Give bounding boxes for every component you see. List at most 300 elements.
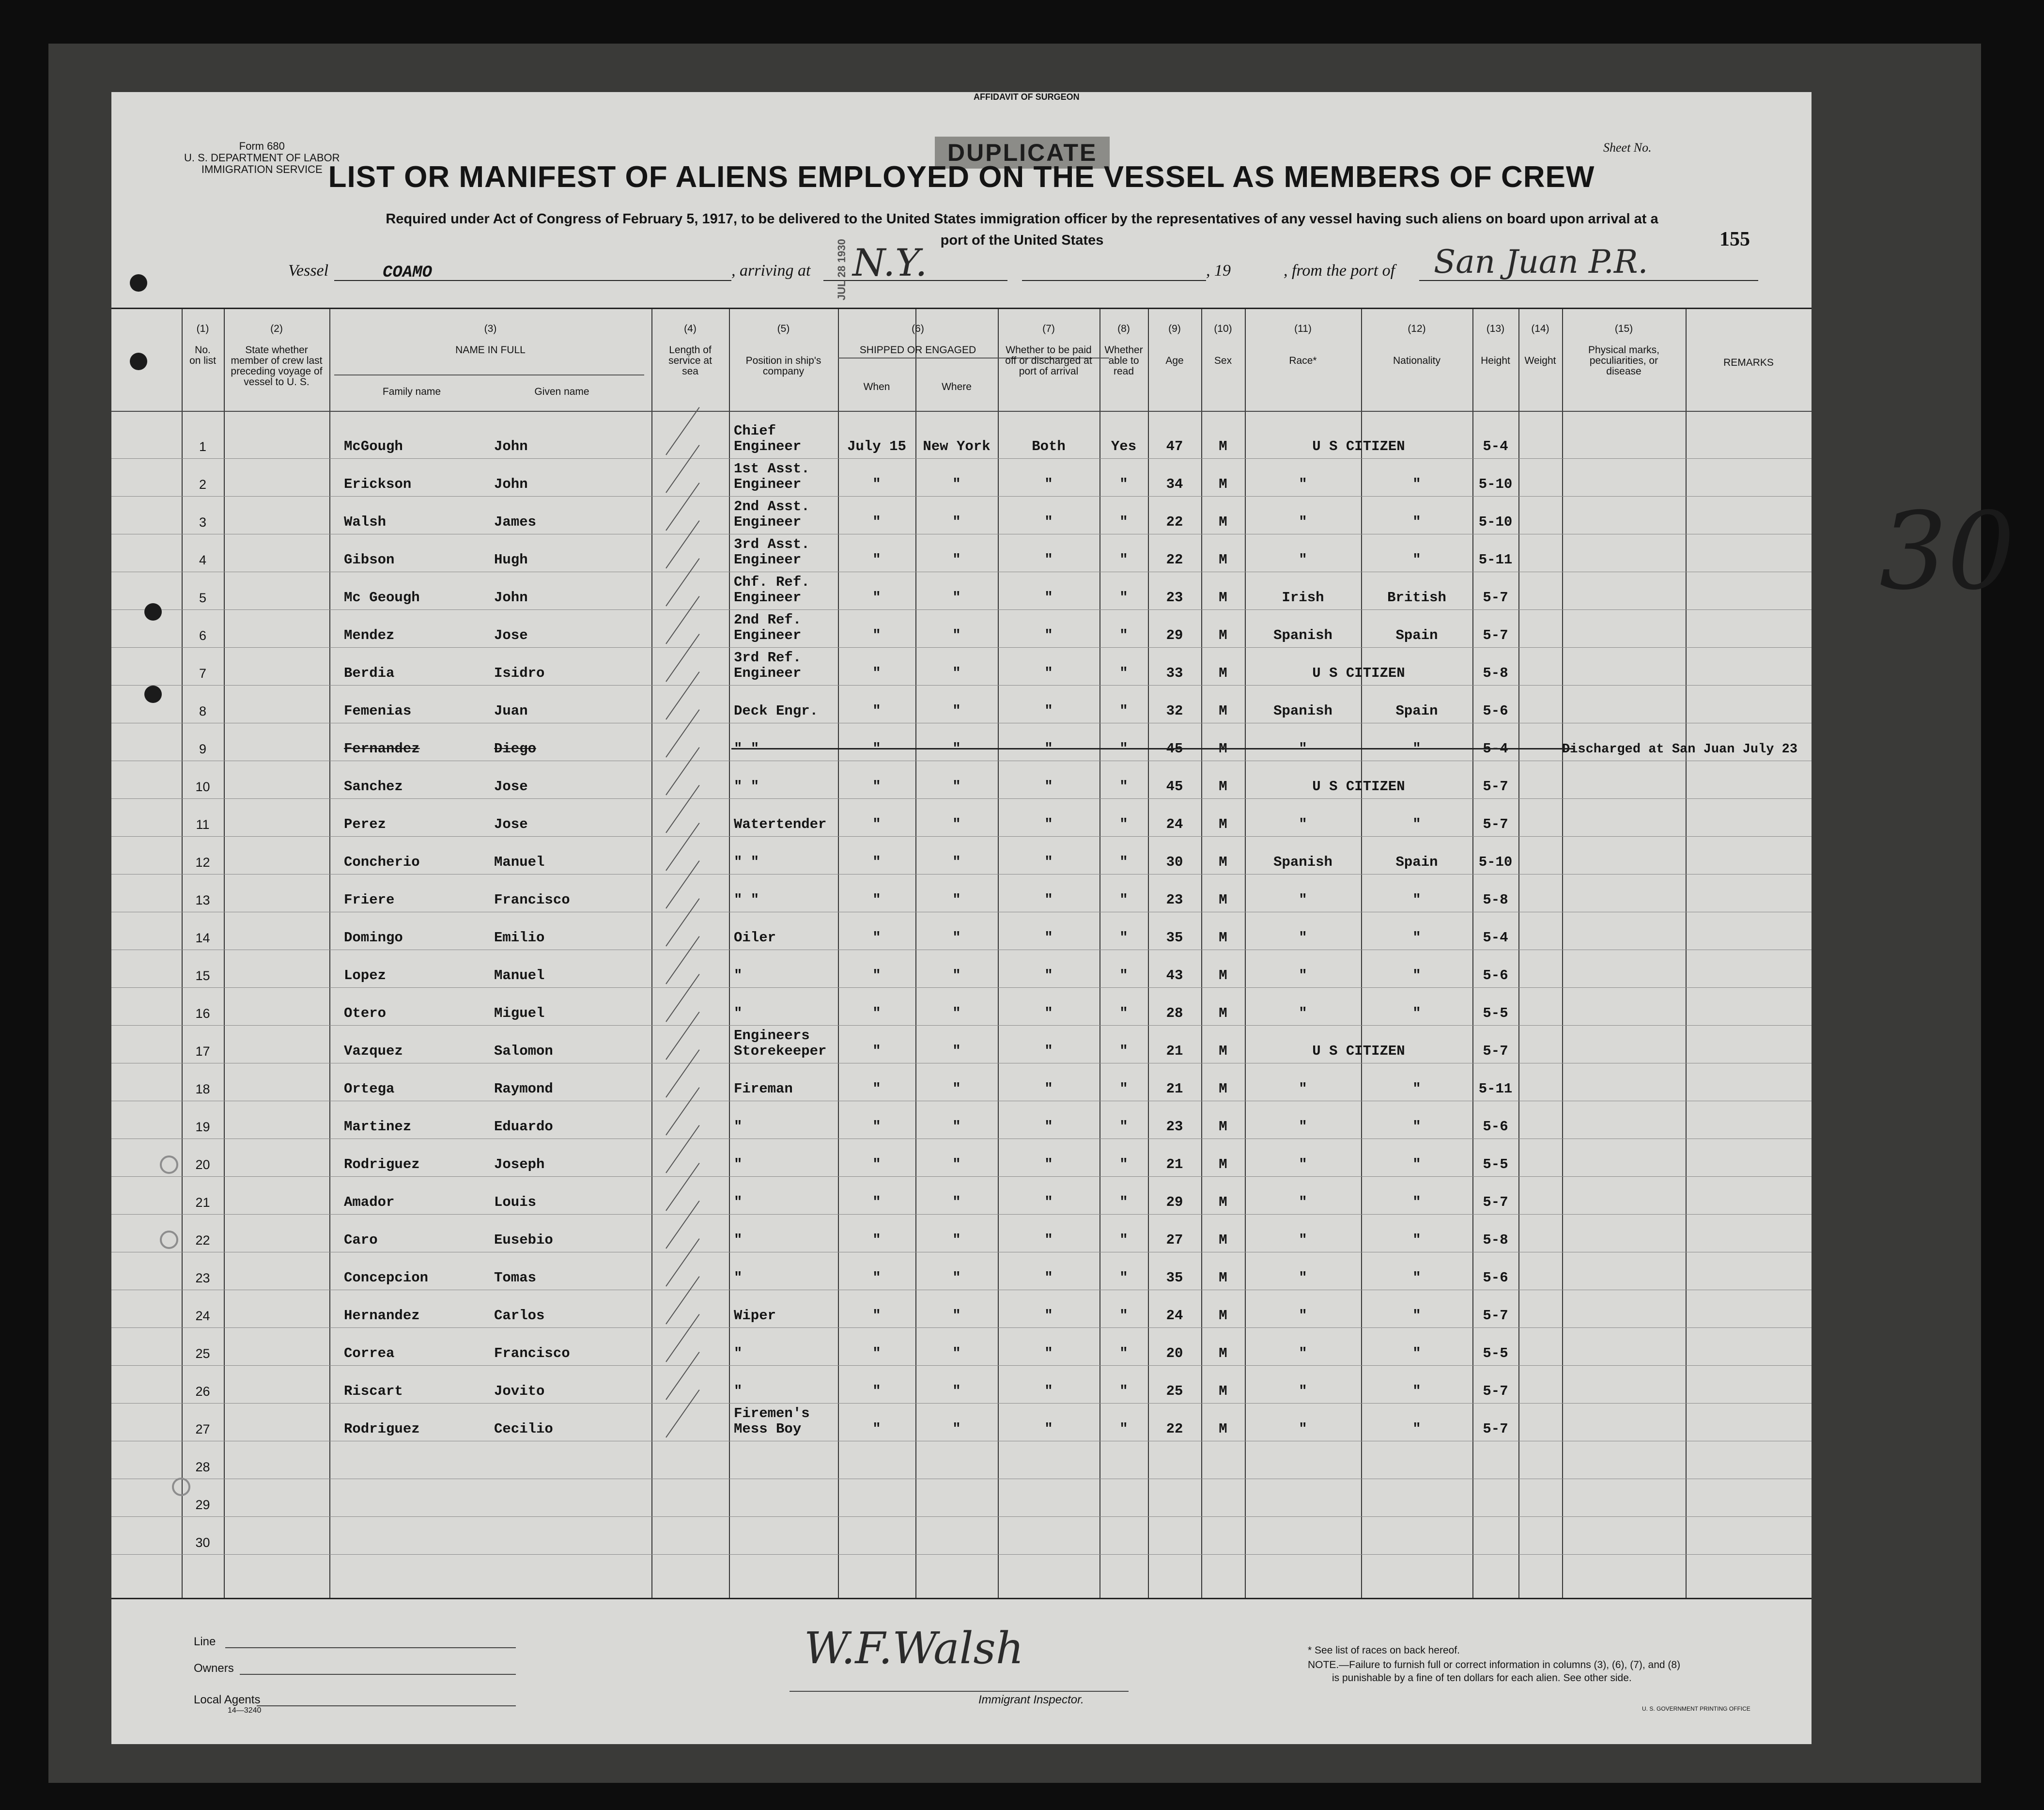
cell-no: 11 — [196, 817, 210, 832]
cell-read: " — [1119, 816, 1128, 832]
table-row — [111, 950, 1812, 988]
cell-when: " — [872, 741, 881, 757]
cell-height: 5-8 — [1483, 1232, 1508, 1248]
cell-where: " — [952, 1421, 961, 1437]
cell-sex: M — [1219, 1005, 1227, 1021]
cell-nat: " — [1412, 514, 1421, 530]
table-row — [111, 723, 1812, 761]
table-row — [111, 647, 1812, 686]
cell-sex: M — [1219, 967, 1227, 983]
cell-given: Salomon — [494, 1043, 553, 1059]
cell-no: 8 — [199, 704, 207, 718]
cell-nat: " — [1412, 1270, 1421, 1286]
col3-given-header: Given name — [534, 386, 589, 397]
cell-nat: British — [1387, 590, 1446, 606]
date-stamp: JUL 28 1930 — [836, 239, 848, 300]
cell-age: 22 — [1166, 1421, 1183, 1437]
cell-where: " — [952, 703, 961, 719]
cell-age: 25 — [1166, 1383, 1183, 1399]
cell-read: Yes — [1111, 438, 1137, 454]
cell-where: " — [952, 854, 961, 870]
cell-sex: M — [1219, 1345, 1227, 1361]
cell-read: " — [1119, 514, 1128, 530]
cell-position-line1: Chf. Ref. — [734, 574, 810, 590]
table-row — [111, 912, 1812, 950]
cell-age: 27 — [1166, 1232, 1183, 1248]
cell-age: 23 — [1166, 590, 1183, 606]
cell-when: " — [872, 1005, 881, 1021]
cell-read: " — [1119, 930, 1128, 946]
col12-header — [1361, 324, 1472, 366]
table-row — [111, 609, 1812, 648]
col5-header — [729, 324, 838, 377]
cell-given: Francisco — [494, 892, 570, 908]
cell-height: 5-4 — [1483, 741, 1508, 757]
remarks-header: REMARKS — [1723, 357, 1774, 368]
table-row — [111, 1403, 1812, 1441]
cell-read: " — [1119, 703, 1128, 719]
col10-num: (10) — [1214, 323, 1232, 334]
cell-paid: " — [1044, 741, 1053, 757]
cell-where: " — [952, 476, 961, 492]
col15-num: (15) — [1614, 323, 1633, 334]
cell-read: " — [1119, 476, 1128, 492]
table-row — [111, 458, 1812, 497]
cell-when: " — [872, 1232, 881, 1248]
cell-sex: M — [1219, 741, 1227, 757]
crew-table — [111, 308, 1812, 1599]
cell-given: Manuel — [494, 854, 545, 870]
cell-position-line1: Engineers — [734, 1028, 810, 1044]
table-row — [111, 1214, 1812, 1252]
col11-num: (11) — [1294, 323, 1312, 334]
cell-nat: " — [1412, 1119, 1421, 1135]
subtitle-line-1: Required under Act of Congress of February 5, 1917, to be delivered to the United States immigration officer by the representatives of any vessel having such aliens on board upon arrival at a — [386, 211, 1658, 227]
cell-paid: " — [1044, 476, 1053, 492]
cell-where: " — [952, 930, 961, 946]
cell-family: Riscart — [344, 1383, 403, 1399]
agents-code: 14—3240 — [228, 1706, 262, 1715]
punch-hole — [144, 686, 162, 703]
cell-race: " — [1299, 1194, 1307, 1210]
cell-read: " — [1119, 627, 1128, 643]
header-rule — [111, 411, 1812, 412]
cell-age: 32 — [1166, 703, 1183, 719]
cell-no: 12 — [195, 855, 210, 870]
cell-sex: M — [1219, 476, 1227, 492]
cell-read: " — [1119, 552, 1128, 568]
cell-read: " — [1119, 854, 1128, 870]
cell-read: " — [1119, 1383, 1128, 1399]
cell-family: Hernandez — [344, 1308, 420, 1324]
cell-given: Diego — [494, 741, 537, 757]
cell-sex: M — [1219, 665, 1227, 681]
cell-race: U S CITIZEN — [1312, 779, 1405, 795]
cell-given: Juan — [494, 703, 528, 719]
cell-read: " — [1119, 590, 1128, 606]
cell-sex: M — [1219, 1232, 1227, 1248]
col12-num: (12) — [1408, 323, 1426, 334]
cell-where: " — [952, 1194, 961, 1210]
cell-where: " — [952, 514, 961, 530]
table-row — [111, 685, 1812, 723]
cell-no: 4 — [199, 553, 207, 567]
cell-height: 5-11 — [1478, 1081, 1513, 1097]
cell-age: 23 — [1166, 892, 1183, 908]
cell-when: " — [872, 1308, 881, 1324]
cell-paid: " — [1044, 854, 1053, 870]
cell-paid: " — [1044, 1270, 1053, 1286]
cell-where: " — [952, 779, 961, 795]
subtitle-line-2: port of the United States — [940, 233, 1104, 248]
cell-pos: " — [734, 1270, 743, 1286]
cell-where: " — [952, 627, 961, 643]
cell-when: " — [872, 1081, 881, 1097]
cell-no: 26 — [195, 1384, 210, 1399]
cell-age: 20 — [1166, 1345, 1183, 1361]
cell-when: " — [872, 930, 881, 946]
cell-paid: " — [1044, 779, 1053, 795]
cell-nat: " — [1412, 1081, 1421, 1097]
cell-position-line1: Chief — [734, 423, 776, 439]
cell-age: 21 — [1166, 1081, 1183, 1097]
cell-sex: M — [1219, 892, 1227, 908]
cell-family: Correa — [344, 1345, 395, 1361]
cell-where: " — [952, 741, 961, 757]
vessel-label: Vessel — [288, 262, 329, 280]
cell-given: James — [494, 514, 537, 530]
cell-no: 2 — [199, 477, 207, 492]
cell-paid: " — [1044, 1156, 1053, 1172]
cell-read: " — [1119, 665, 1128, 681]
cell-family: Concherio — [344, 854, 420, 870]
cell-race: " — [1299, 1081, 1307, 1097]
cell-pos: " — [734, 1194, 743, 1210]
cell-age: 22 — [1166, 552, 1183, 568]
col7-num: (7) — [1042, 323, 1055, 334]
cell-when: " — [872, 967, 881, 983]
cell-sex: M — [1219, 1156, 1227, 1172]
col2-num: (2) — [270, 323, 283, 334]
cell-when: " — [872, 552, 881, 568]
col13-num: (13) — [1486, 323, 1505, 334]
cell-sex: M — [1219, 930, 1227, 946]
cell-family: Caro — [344, 1232, 378, 1248]
cell-paid: " — [1044, 1308, 1053, 1324]
cell-given: Manuel — [494, 967, 545, 983]
vessel-name: COAMO — [383, 264, 433, 282]
cell-height: 5-7 — [1483, 1421, 1508, 1437]
cell-race: " — [1299, 1345, 1307, 1361]
cell-no: 27 — [195, 1422, 210, 1436]
col10-header — [1201, 324, 1245, 366]
cell-sex: M — [1219, 552, 1227, 568]
form-department: U. S. DEPARTMENT OF LABOR — [184, 152, 340, 164]
cell-race: " — [1299, 930, 1307, 946]
cell-nat: " — [1412, 552, 1421, 568]
cell-family: Amador — [344, 1194, 395, 1210]
col15-label: Physical marks, peculiarities, or disease — [1588, 344, 1660, 377]
cell-sex: M — [1219, 1194, 1227, 1210]
col2-label: State whether member of crew last preceding voyage of vessel to U. S. — [231, 344, 323, 388]
cell-when: " — [872, 476, 881, 492]
date-underline — [1022, 280, 1206, 281]
form-service: IMMIGRATION SERVICE — [201, 163, 323, 175]
cell-given: Jose — [494, 779, 528, 795]
cell-nat: " — [1412, 1383, 1421, 1399]
cell-sex: M — [1219, 1043, 1227, 1059]
cell-family: Mc Geough — [344, 590, 420, 606]
cell-position-line1: 1st Asst. — [734, 461, 810, 477]
col6-label: SHIPPED OR ENGAGED — [859, 344, 976, 356]
cell-given: Eusebio — [494, 1232, 553, 1248]
cell-position-line1: 2nd Asst. — [734, 499, 810, 515]
table-row — [111, 836, 1812, 874]
cell-when: " — [872, 1194, 881, 1210]
cell-family: Perez — [344, 816, 387, 832]
cell-pos: Mess Boy — [734, 1421, 802, 1437]
cell-where: " — [952, 1005, 961, 1021]
cell-given: Carlos — [494, 1308, 545, 1324]
cell-given: Hugh — [494, 552, 528, 568]
col2-header — [224, 324, 329, 388]
cell-height: 5-11 — [1478, 552, 1513, 568]
cell-paid: Both — [1032, 438, 1066, 454]
cell-nat: " — [1412, 1232, 1421, 1248]
cell-family: Mendez — [344, 627, 395, 643]
col1-header — [182, 324, 224, 366]
cell-family: Walsh — [344, 514, 387, 530]
cell-nat: " — [1412, 1308, 1421, 1324]
cell-where: " — [952, 552, 961, 568]
punch-hole — [130, 274, 147, 292]
cell-pos: Engineer — [734, 590, 802, 606]
cell-remarks: Discharged at San Juan July 23 — [1562, 742, 1798, 757]
cell-pos: " — [734, 967, 743, 983]
cell-given: Cecilio — [494, 1421, 553, 1437]
cell-paid: " — [1044, 590, 1053, 606]
cell-no: 20 — [195, 1157, 210, 1172]
cell-age: 45 — [1166, 779, 1183, 795]
cell-age: 23 — [1166, 1119, 1183, 1135]
cell-family: Rodriguez — [344, 1156, 420, 1172]
vessel-line — [111, 241, 1812, 291]
cell-pos: " " — [734, 892, 759, 908]
from-value: San Juan P.R. — [1434, 243, 1648, 281]
cell-race: " — [1299, 967, 1307, 983]
cell-paid: " — [1044, 1421, 1053, 1437]
col12-label: Nationality — [1393, 355, 1441, 366]
arriving-label: , arriving at — [731, 262, 811, 280]
cell-family: Concepcion — [344, 1270, 429, 1286]
cell-read: " — [1119, 1119, 1128, 1135]
cell-where: " — [952, 1345, 961, 1361]
cell-when: " — [872, 703, 881, 719]
table-row — [111, 496, 1812, 534]
cell-height: 5-7 — [1483, 816, 1508, 832]
cell-when: July 15 — [847, 438, 906, 454]
cell-race: " — [1299, 1308, 1307, 1324]
cell-height: 5-8 — [1483, 892, 1508, 908]
cell-nat: " — [1412, 1345, 1421, 1361]
ring-hole — [160, 1231, 178, 1249]
cell-paid: " — [1044, 1194, 1053, 1210]
cell-family: Gibson — [344, 552, 395, 568]
cell-read: " — [1119, 1232, 1128, 1248]
cell-no: 30 — [195, 1535, 210, 1550]
col15-header — [1562, 324, 1686, 377]
cell-read: " — [1119, 1308, 1128, 1324]
cell-height: 5-6 — [1483, 1270, 1508, 1286]
cell-no: 28 — [195, 1460, 210, 1474]
cell-read: " — [1119, 1081, 1128, 1097]
col3-rule — [334, 374, 644, 375]
cell-pos: Engineer — [734, 514, 802, 530]
cell-no: 10 — [195, 780, 210, 794]
cell-sex: M — [1219, 779, 1227, 795]
cell-no: 18 — [195, 1082, 210, 1096]
cell-when: " — [872, 1119, 881, 1135]
col6-header — [838, 324, 998, 356]
col14-num: (14) — [1531, 323, 1549, 334]
cell-race: " — [1299, 1005, 1307, 1021]
cell-where: " — [952, 892, 961, 908]
cell-paid: " — [1044, 1005, 1053, 1021]
cell-pos: Engineer — [734, 665, 802, 681]
cell-race: " — [1299, 476, 1307, 492]
owners-underline — [240, 1674, 516, 1675]
cell-when: " — [872, 854, 881, 870]
cell-age: 43 — [1166, 967, 1183, 983]
cell-read: " — [1119, 1270, 1128, 1286]
page-number: 155 — [1719, 228, 1750, 250]
cell-where: New York — [923, 438, 991, 454]
cell-family: Otero — [344, 1005, 387, 1021]
cell-nat: " — [1412, 967, 1421, 983]
cell-race: " — [1299, 552, 1307, 568]
cell-family: Berdia — [344, 665, 395, 681]
cell-family: Friere — [344, 892, 395, 908]
col3-num: (3) — [484, 323, 497, 334]
cell-pos: " — [734, 1383, 743, 1399]
cell-when: " — [872, 1383, 881, 1399]
punch-hole — [130, 353, 147, 370]
cell-where: " — [952, 590, 961, 606]
cell-age: 33 — [1166, 665, 1183, 681]
col8-label: Whether able to read — [1104, 344, 1143, 377]
cell-given: Emilio — [494, 930, 545, 946]
cell-race: " — [1299, 1156, 1307, 1172]
cell-race: U S CITIZEN — [1312, 665, 1405, 681]
cell-height: 5-10 — [1478, 476, 1513, 492]
cell-family: Sanchez — [344, 779, 403, 795]
cell-pos: Engineer — [734, 552, 802, 568]
cell-sex: M — [1219, 1270, 1227, 1286]
cell-no: 6 — [199, 628, 207, 643]
cell-paid: " — [1044, 1383, 1053, 1399]
cell-nat: Spain — [1395, 703, 1438, 719]
cell-no: 23 — [195, 1271, 210, 1285]
col11-label: Race* — [1289, 355, 1317, 366]
cell-paid: " — [1044, 1119, 1053, 1135]
punch-hole — [144, 603, 162, 621]
cell-pos: Deck Engr. — [734, 703, 819, 719]
cell-when: " — [872, 514, 881, 530]
cell-given: John — [494, 476, 528, 492]
cell-sex: M — [1219, 703, 1227, 719]
cell-no: 7 — [199, 666, 207, 681]
cell-age: 29 — [1166, 1194, 1183, 1210]
table-row — [111, 1441, 1812, 1479]
table-row — [111, 421, 1812, 459]
cell-no: 21 — [195, 1195, 210, 1210]
col4-label: Length of service at sea — [668, 344, 712, 377]
printer-mark: U. S. GOVERNMENT PRINTING OFFICE — [1642, 1705, 1750, 1712]
cell-pos: " " — [734, 854, 759, 870]
cell-nat: " — [1412, 892, 1421, 908]
cell-age: 21 — [1166, 1156, 1183, 1172]
cell-family: Femenias — [344, 703, 412, 719]
cell-given: John — [494, 590, 528, 606]
col3-family-header: Family name — [382, 386, 441, 397]
cell-given: Raymond — [494, 1081, 553, 1097]
cell-given: Jose — [494, 627, 528, 643]
cell-given: John — [494, 438, 528, 454]
fine-note-2: is punishable by a fine of ten dollars for each alien. See other side. — [1332, 1672, 1632, 1684]
cell-position-line1: Firemen's — [734, 1405, 810, 1421]
inspector-underline — [790, 1691, 1129, 1692]
cell-where: " — [952, 1043, 961, 1059]
cell-where: " — [952, 1270, 961, 1286]
col5-label: Position in ship's company — [745, 355, 821, 377]
table-row — [111, 874, 1812, 912]
cell-family: Ortega — [344, 1081, 395, 1097]
cell-position-line1: 3rd Asst. — [734, 536, 810, 552]
cell-nat: " — [1412, 1156, 1421, 1172]
cell-read: " — [1119, 1043, 1128, 1059]
table-row — [111, 1101, 1812, 1139]
cell-given: Jose — [494, 816, 528, 832]
col14-label: Weight — [1524, 355, 1556, 366]
service-tick-mark — [666, 407, 699, 455]
cell-height: 5-10 — [1478, 514, 1513, 530]
cell-nat: Spain — [1395, 854, 1438, 870]
cell-position-line1: 2nd Ref. — [734, 612, 802, 628]
cell-height: 5-7 — [1483, 1308, 1508, 1324]
cell-no: 15 — [195, 968, 210, 983]
cell-nat: Spain — [1395, 627, 1438, 643]
line-underline — [225, 1647, 516, 1648]
cell-family: Vazquez — [344, 1043, 403, 1059]
cell-given: Joseph — [494, 1156, 545, 1172]
cell-height: 5-10 — [1478, 854, 1513, 870]
col7-label: Whether to be paid off or discharged at port of arrival — [1005, 344, 1092, 377]
cell-family: Lopez — [344, 967, 387, 983]
cell-paid: " — [1044, 1043, 1053, 1059]
cell-read: " — [1119, 892, 1128, 908]
table-row — [111, 798, 1812, 837]
col3-header — [329, 324, 651, 356]
cell-paid: " — [1044, 816, 1053, 832]
cell-no: 29 — [195, 1498, 210, 1512]
cell-height: 5-4 — [1483, 930, 1508, 946]
cell-sex: M — [1219, 1081, 1227, 1097]
cell-where: " — [952, 1383, 961, 1399]
cell-no: 3 — [199, 515, 207, 530]
cell-sex: M — [1219, 438, 1227, 454]
cell-family: Domingo — [344, 930, 403, 946]
row-9-strike-line — [731, 748, 1574, 749]
